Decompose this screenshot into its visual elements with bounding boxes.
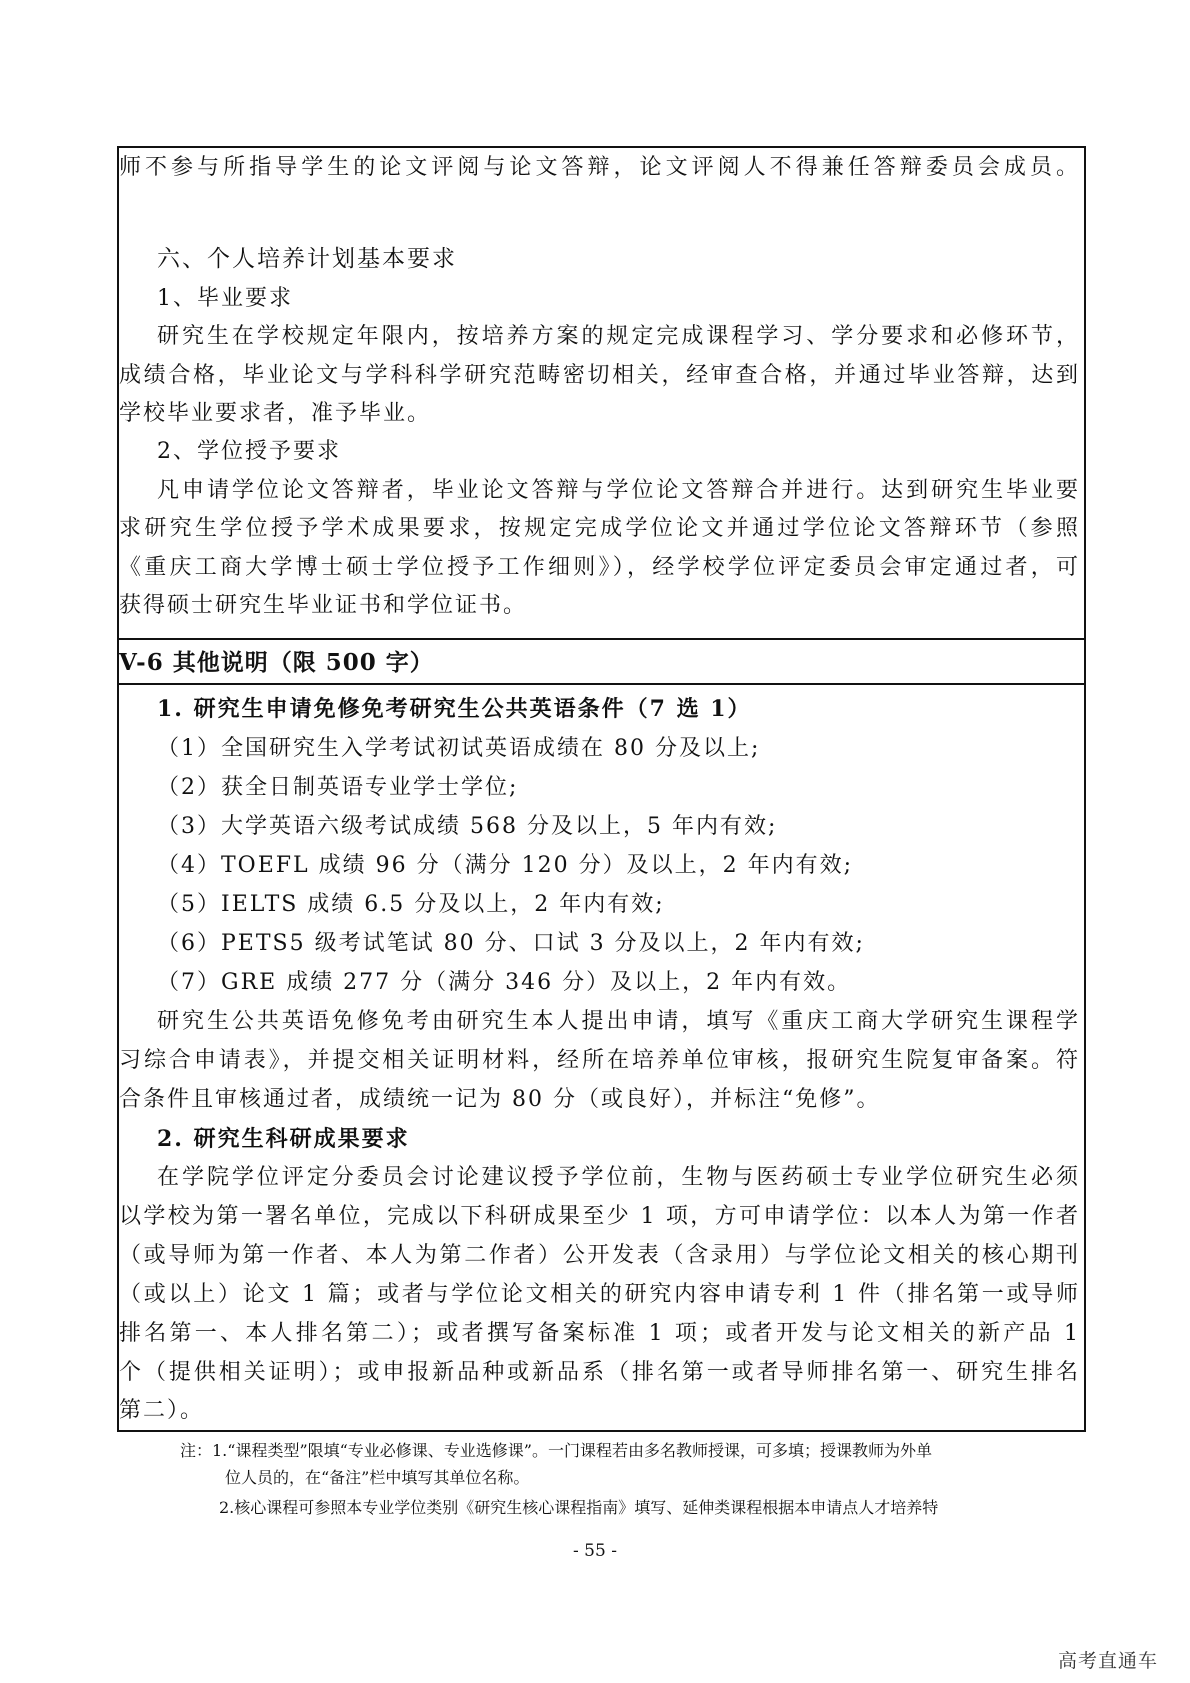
cell-personal-plan — [119, 148, 1084, 638]
form-table — [117, 146, 1086, 1432]
text-line: 个（提供相关证明）；或申报新品种或新品系（排名第一或者导师排名第一、研究生排名 — [119, 1360, 1080, 1385]
watermark: 高考直通车 — [1058, 1650, 1159, 1672]
text-line: 以学校为第一署名单位，完成以下科研成果至少 1 项，方可申请学位：以本人为第一作者 — [119, 1204, 1080, 1229]
footnote-2: 2.核心课程可参照本专业学位类别《研究生核心课程指南》填写、延伸类课程根据本申请点人才培养特 — [219, 1498, 939, 1517]
condition-item: （1）全国研究生入学考试初试英语成绩在 80 分及以上; — [157, 736, 761, 761]
text-line: 《重庆工商大学博士硕士学位授予工作细则》），经学校学位评定委员会审定通过者，可 — [119, 555, 1080, 580]
heading-english-exemption: 1. 研究生申请免修免考研究生公共英语条件（7 选 1） — [157, 696, 752, 722]
condition-item: （2）获全日制英语专业学士学位; — [157, 775, 519, 800]
subheading-graduation: 1、毕业要求 — [157, 286, 293, 311]
condition-item: （4）TOEFL 成绩 96 分（满分 120 分）及以上，2 年内有效; — [157, 853, 853, 878]
text-line: 合条件且审核通过者，成绩统一记为 80 分（或良好），并标注“免修”。 — [119, 1087, 881, 1112]
condition-item: （6）PETS5 级考试笔试 80 分、口试 3 分及以上，2 年内有效; — [157, 931, 865, 956]
text-line: 研究生公共英语免修免考由研究生本人提出申请，填写《重庆工商大学研究生课程学 — [157, 1009, 1080, 1034]
subheading-degree: 2、学位授予要求 — [157, 439, 341, 464]
condition-item: （5）IELTS 成绩 6.5 分及以上，2 年内有效; — [157, 892, 665, 917]
text-line: 在学院学位评定分委员会讨论建议授予学位前，生物与医药硕士专业学位研究生必须 — [157, 1165, 1080, 1190]
text-line: 排名第一、本人排名第二）；或者撰写备案标准 1 项；或者开发与论文相关的新产品 1 — [119, 1321, 1080, 1346]
text-line: 学校毕业要求者，准予毕业。 — [119, 401, 432, 426]
text-line: 习综合申请表》，并提交相关证明材料，经所在培养单位审核，报研究生院复审备案。符 — [119, 1048, 1080, 1073]
text-line: 第二）。 — [119, 1398, 205, 1423]
text-line: 成绩合格，毕业论文与学科科学研究范畴密切相关，经审查合格，并通过毕业答辩，达到 — [119, 363, 1080, 388]
text-line: （或导师为第一作者、本人为第二作者）公开发表（含录用）与学位论文相关的核心期刊 — [119, 1243, 1080, 1268]
text-line: 获得硕士研究生毕业证书和学位证书。 — [119, 593, 528, 618]
section-heading: 六、个人培养计划基本要求 — [157, 246, 457, 272]
text-line: 凡申请学位论文答辩者，毕业论文答辩与学位论文答辩合并进行。达到研究生毕业要 — [157, 478, 1080, 503]
text-line: 师不参与所指导学生的论文评阅与论文答辩，论文评阅人不得兼任答辩委员会成员。 — [119, 155, 1080, 180]
text-line: （或以上）论文 1 篇；或者与学位论文相关的研究内容申请专利 1 件（排名第一或导师 — [119, 1282, 1080, 1307]
footnote-1: 注：1.“课程类型”限填“专业必修课、专业选修课”。一门课程若由多名教师授课，可多填；授课教师为外单 — [180, 1441, 932, 1460]
text-line: 研究生在学校规定年限内，按培养方案的规定完成课程学习、学分要求和必修环节， — [157, 324, 1080, 349]
heading-research-output: 2. 研究生科研成果要求 — [157, 1126, 410, 1152]
cell-other-notes — [119, 685, 1084, 1430]
condition-item: （7）GRE 成绩 277 分（满分 346 分）及以上，2 年内有效。 — [157, 970, 852, 995]
cell-other-notes-title — [119, 638, 1084, 685]
footnotes — [180, 1437, 1040, 1521]
text-line: 求研究生学位授予学术成果要求，按规定完成学位论文并通过学位论文答辩环节（参照 — [119, 516, 1080, 541]
section-title: V-6 其他说明（限 500 字） — [119, 649, 434, 676]
footnote-1-continued: 位人员的，在“备注”栏中填写其单位名称。 — [225, 1468, 530, 1487]
condition-item: （3）大学英语六级考试成绩 568 分及以上，5 年内有效; — [157, 814, 778, 839]
page-number: - 55 - — [573, 1541, 617, 1561]
